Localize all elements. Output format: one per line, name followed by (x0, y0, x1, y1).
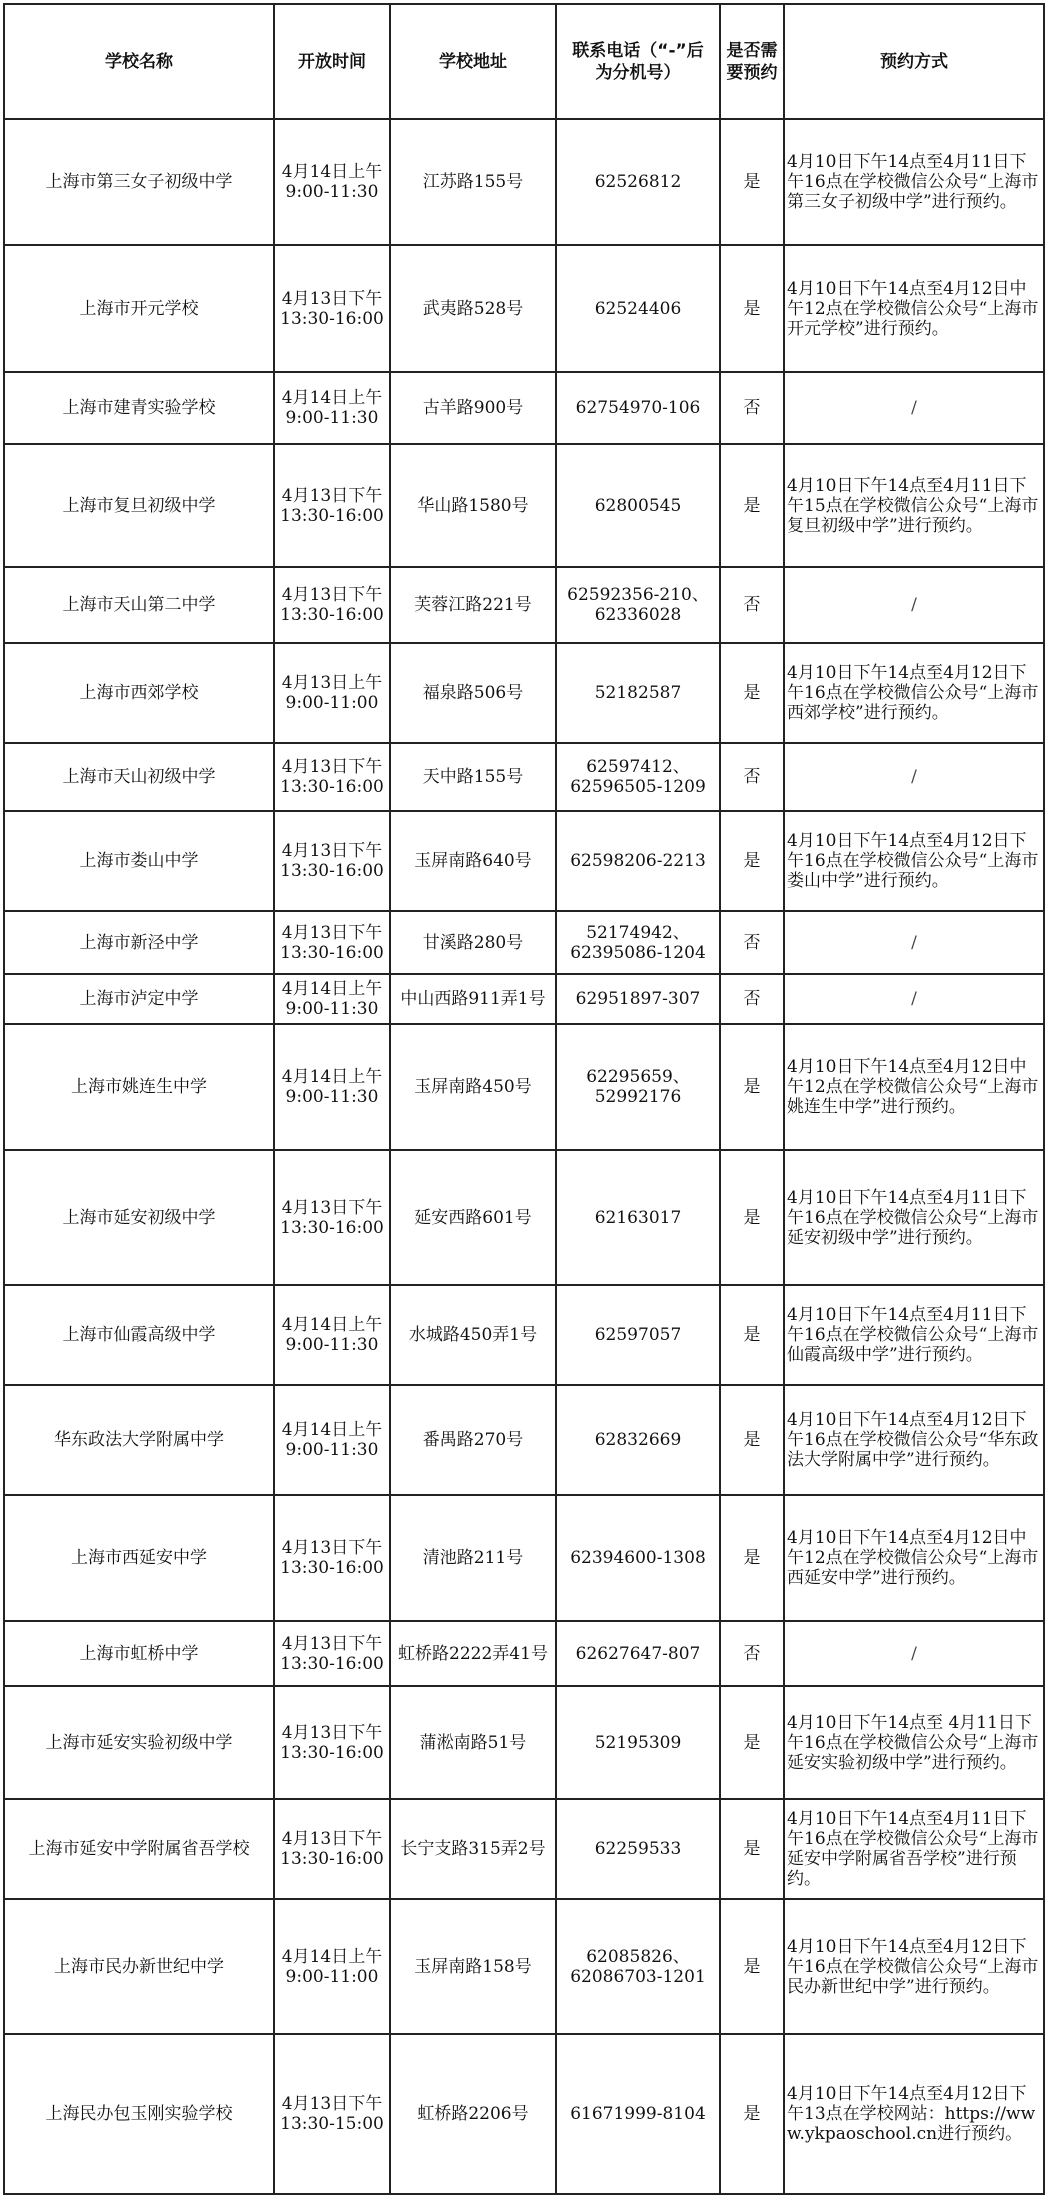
address-cell (390, 743, 556, 811)
phone-number: 62598206-2213 (570, 851, 706, 871)
reservation-required: 否 (743, 595, 761, 615)
school-name: 上海市虹桥中学 (79, 1643, 199, 1664)
school-address: 玉屏南路640号 (414, 851, 532, 871)
table-row (4, 974, 1044, 1024)
phone-number: 62259533 (594, 1839, 682, 1859)
reservation-required-cell (720, 1385, 784, 1495)
open-time-cell (274, 1024, 390, 1150)
open-time-cell (274, 811, 390, 911)
phone-number: 62526812 (594, 172, 682, 192)
phone-number: 62524406 (594, 298, 682, 319)
school-name-cell (4, 743, 274, 811)
header-reservation-method: 预约方式 (784, 4, 1044, 119)
address-cell (390, 1621, 556, 1686)
reservation-required: 是 (743, 851, 761, 871)
address-cell (390, 1686, 556, 1799)
reservation-required: 是 (743, 1077, 761, 1097)
open-time-cell (274, 1899, 390, 2034)
school-name-cell (4, 1621, 274, 1686)
open-hours: 9:00-11:30 (285, 1087, 379, 1107)
school-name-cell (4, 372, 274, 444)
school-address: 蒲淞南路51号 (419, 1732, 527, 1753)
reservation-required-cell (720, 643, 784, 743)
table-row (4, 245, 1044, 372)
reservation-method: 4月10日下午14点至4月12日下午16点在学校微信公众号“上海市西郊学校”进行预约。 (787, 663, 1039, 723)
open-time-cell (274, 1686, 390, 1799)
reservation-method-cell (784, 245, 1044, 372)
open-date: 4月13日下午 (281, 485, 383, 506)
school-address: 玉屏南路450号 (414, 1077, 532, 1097)
open-hours: 9:00-11:30 (285, 1335, 379, 1355)
school-name: 上海市建青实验学校 (62, 398, 216, 418)
phone-number: 62592356-210、 (567, 585, 709, 605)
school-name: 上海市仙霞高级中学 (62, 1325, 216, 1345)
phone-number-secondary: 62596505-1209 (570, 777, 706, 797)
reservation-method-cell (784, 567, 1044, 643)
table-row (4, 1799, 1044, 1899)
table-row (4, 743, 1044, 811)
school-name-cell (4, 974, 274, 1024)
phone-cell (556, 245, 720, 372)
address-cell (390, 1799, 556, 1899)
header-row (4, 4, 1044, 119)
open-time-cell (274, 643, 390, 743)
reservation-method: 4月10日下午14点至4月12日下午16点在学校微信公众号“华东政法大学附属中学”进行预约。 (787, 1410, 1039, 1470)
open-hours: 13:30-16:00 (280, 1217, 384, 1238)
school-address: 华山路1580号 (417, 495, 529, 516)
reservation-required: 否 (743, 1643, 761, 1664)
school-name: 上海市民办新世纪中学 (54, 1956, 224, 1977)
phone-cell (556, 2034, 720, 2194)
open-time-cell (274, 1799, 390, 1899)
reservation-required: 是 (743, 1430, 761, 1450)
table-row (4, 1285, 1044, 1385)
reservation-required-cell (720, 119, 784, 245)
phone-number: 62754970-106 (575, 398, 701, 418)
phone-cell (556, 1899, 720, 2034)
reservation-method: / (911, 595, 917, 615)
reservation-required-cell (720, 811, 784, 911)
phone-cell (556, 1285, 720, 1385)
reservation-method-cell (784, 1150, 1044, 1285)
phone-cell (556, 1621, 720, 1686)
school-address: 芙蓉江路221号 (414, 595, 532, 615)
reservation-required-cell (720, 1285, 784, 1385)
school-address: 玉屏南路158号 (414, 1956, 532, 1977)
open-hours: 13:30-16:00 (280, 308, 384, 329)
address-cell (390, 2034, 556, 2194)
school-name-cell (4, 1150, 274, 1285)
school-name: 上海市延安初级中学 (62, 1207, 216, 1228)
reservation-method-cell (784, 1621, 1044, 1686)
reservation-required: 否 (743, 398, 761, 418)
school-open-day-table (3, 3, 1045, 2195)
school-name: 上海市天山第二中学 (62, 595, 216, 615)
open-date: 4月13日下午 (281, 288, 383, 309)
phone-number: 62085826、 (586, 1946, 690, 1967)
reservation-required: 是 (743, 1548, 761, 1568)
reservation-required: 是 (743, 298, 761, 319)
reservation-method: / (911, 767, 917, 787)
phone-cell (556, 1385, 720, 1495)
school-name: 上海市开元学校 (79, 298, 199, 319)
phone-number-secondary: 62336028 (594, 605, 682, 625)
reservation-method-cell (784, 911, 1044, 974)
school-name: 上海市西郊学校 (79, 683, 199, 703)
open-hours: 9:00-11:00 (285, 693, 379, 713)
school-name: 上海市新泾中学 (79, 932, 199, 953)
reservation-method-cell (784, 119, 1044, 245)
open-date: 4月13日下午 (281, 585, 383, 605)
reservation-required-cell (720, 1150, 784, 1285)
school-name-cell (4, 911, 274, 974)
address-cell (390, 372, 556, 444)
reservation-required-cell (720, 1621, 784, 1686)
open-date: 4月13日下午 (281, 757, 383, 777)
reservation-required-cell (720, 1799, 784, 1899)
reservation-required-cell (720, 1899, 784, 2034)
reservation-required-cell (720, 1024, 784, 1150)
header-school-name: 学校名称 (4, 4, 274, 119)
table-body (4, 119, 1044, 2194)
open-time-cell (274, 1621, 390, 1686)
school-address: 虹桥路2206号 (417, 2104, 529, 2124)
open-date: 4月14日上午 (281, 1315, 383, 1335)
school-name: 上海市延安中学附属省吾学校 (28, 1839, 250, 1859)
open-date: 4月13日下午 (281, 1829, 383, 1849)
phone-cell (556, 643, 720, 743)
table-row (4, 1899, 1044, 2034)
reservation-method-cell (784, 1285, 1044, 1385)
table-row (4, 567, 1044, 643)
reservation-method-cell (784, 2034, 1044, 2194)
school-name-cell (4, 1799, 274, 1899)
open-hours: 13:30-16:00 (280, 605, 384, 625)
open-date: 4月14日上午 (281, 1420, 383, 1440)
reservation-method-cell (784, 1899, 1044, 2034)
open-hours: 9:00-11:00 (285, 1966, 379, 1987)
school-address: 番禺路270号 (422, 1430, 524, 1450)
phone-cell (556, 1150, 720, 1285)
reservation-required: 是 (743, 1732, 761, 1753)
reservation-method: 4月10日下午14点至4月12日下午13点在学校网站：https://www.ykpaoschool.cn进行预约。 (787, 2084, 1036, 2144)
reservation-method: 4月10日下午14点至4月11日下午16点在学校微信公众号“上海市仙霞高级中学”进行预约。 (787, 1305, 1039, 1365)
open-time-cell (274, 1150, 390, 1285)
school-address: 甘溪路280号 (422, 932, 524, 953)
reservation-method: / (911, 398, 917, 418)
open-hours: 13:30-15:00 (280, 2114, 384, 2134)
header-open-time: 开放时间 (274, 4, 390, 119)
school-address: 古羊路900号 (422, 398, 524, 418)
open-time-cell (274, 444, 390, 567)
reservation-required: 是 (743, 1839, 761, 1859)
school-name: 上海市姚连生中学 (71, 1077, 207, 1097)
phone-number: 62627647-807 (575, 1643, 701, 1664)
phone-cell (556, 1799, 720, 1899)
open-time-cell (274, 119, 390, 245)
school-name-cell (4, 1285, 274, 1385)
table-row (4, 1150, 1044, 1285)
phone-cell (556, 911, 720, 974)
address-cell (390, 811, 556, 911)
open-time-cell (274, 743, 390, 811)
open-date: 4月13日下午 (281, 1633, 383, 1654)
open-time-cell (274, 1285, 390, 1385)
phone-cell (556, 1686, 720, 1799)
school-name: 上海市娄山中学 (79, 851, 199, 871)
open-time-cell (274, 974, 390, 1024)
open-hours: 13:30-16:00 (280, 505, 384, 526)
reservation-required-cell (720, 1686, 784, 1799)
address-cell (390, 1285, 556, 1385)
school-name: 上海市天山初级中学 (62, 767, 216, 787)
phone-cell (556, 974, 720, 1024)
table-row (4, 1686, 1044, 1799)
address-cell (390, 1899, 556, 2034)
phone-number-secondary: 52992176 (594, 1087, 682, 1107)
school-address: 江苏路155号 (422, 172, 524, 192)
phone-cell (556, 743, 720, 811)
school-address: 福泉路506号 (422, 683, 524, 703)
school-name: 华东政法大学附属中学 (54, 1430, 224, 1450)
reservation-required: 是 (743, 1956, 761, 1977)
reservation-method: 4月10日下午14点至4月12日中午12点在学校微信公众号“上海市姚连生中学”进行预约。 (787, 1057, 1039, 1117)
school-name-cell (4, 1899, 274, 2034)
phone-number: 62163017 (594, 1207, 682, 1228)
phone-number: 62295659、 (586, 1067, 690, 1087)
phone-cell (556, 1024, 720, 1150)
open-time-cell (274, 372, 390, 444)
reservation-required-cell (720, 974, 784, 1024)
reservation-method: 4月10日下午14点至4月11日下午16点在学校微信公众号“上海市延安初级中学”进行预约。 (787, 1187, 1039, 1248)
reservation-method-cell (784, 643, 1044, 743)
address-cell (390, 567, 556, 643)
reservation-method: 4月10日下午14点至4月12日中午12点在学校微信公众号“上海市西延安中学”进行预约。 (787, 1528, 1039, 1588)
phone-cell (556, 444, 720, 567)
address-cell (390, 643, 556, 743)
reservation-required-cell (720, 911, 784, 974)
open-date: 4月14日上午 (281, 162, 383, 182)
phone-number-secondary: 62086703-1201 (570, 1966, 706, 1987)
reservation-required: 否 (743, 989, 761, 1009)
address-cell (390, 444, 556, 567)
address-cell (390, 119, 556, 245)
phone-number: 52174942、 (586, 922, 690, 943)
reservation-method-cell (784, 1024, 1044, 1150)
table-row (4, 911, 1044, 974)
reservation-method-cell (784, 372, 1044, 444)
phone-number: 62800545 (594, 495, 682, 516)
open-date: 4月14日上午 (281, 1067, 383, 1087)
reservation-method-cell (784, 743, 1044, 811)
school-address: 天中路155号 (422, 767, 524, 787)
school-name-cell (4, 2034, 274, 2194)
address-cell (390, 1385, 556, 1495)
open-date: 4月13日上午 (281, 673, 383, 693)
table-row (4, 811, 1044, 911)
table-row (4, 1495, 1044, 1621)
school-name-cell (4, 119, 274, 245)
school-address: 长宁支路315弄2号 (400, 1839, 546, 1859)
reservation-required: 是 (743, 1207, 761, 1228)
school-name: 上海市西延安中学 (71, 1548, 207, 1568)
reservation-method-cell (784, 974, 1044, 1024)
reservation-method: / (911, 932, 917, 953)
reservation-required: 是 (743, 495, 761, 516)
reservation-required: 否 (743, 932, 761, 953)
table-row (4, 444, 1044, 567)
open-hours: 9:00-11:30 (285, 999, 379, 1019)
reservation-method-cell (784, 811, 1044, 911)
school-name-cell (4, 444, 274, 567)
school-name: 上海市延安实验初级中学 (45, 1732, 233, 1753)
open-date: 4月14日上午 (281, 979, 383, 999)
reservation-required: 是 (743, 683, 761, 703)
open-time-cell (274, 911, 390, 974)
address-cell (390, 245, 556, 372)
open-hours: 13:30-16:00 (280, 942, 384, 963)
open-hours: 13:30-16:00 (280, 1653, 384, 1674)
reservation-method: 4月10日下午14点至4月12日下午16点在学校微信公众号“上海市娄山中学”进行预约。 (787, 831, 1039, 891)
school-name-cell (4, 567, 274, 643)
reservation-required-cell (720, 2034, 784, 2194)
reservation-required-cell (720, 567, 784, 643)
header-school-address: 学校地址 (390, 4, 556, 119)
phone-cell (556, 1495, 720, 1621)
address-cell (390, 1495, 556, 1621)
open-hours: 9:00-11:30 (285, 1440, 379, 1460)
school-name: 上海市泸定中学 (79, 989, 199, 1009)
reservation-method: 4月10日下午14点至4月12日中午12点在学校微信公众号“上海市开元学校”进行预约。 (787, 278, 1039, 339)
open-hours: 9:00-11:30 (285, 408, 379, 428)
school-name: 上海市第三女子初级中学 (45, 172, 233, 192)
reservation-required: 是 (743, 172, 761, 192)
school-address: 武夷路528号 (422, 298, 524, 319)
phone-number: 62597412、 (586, 757, 690, 777)
phone-number: 61671999-8104 (570, 2104, 706, 2124)
school-address: 虹桥路2222弄41号 (398, 1643, 548, 1664)
school-address: 清池路211号 (422, 1548, 524, 1568)
school-address: 中山西路911弄1号 (400, 989, 546, 1009)
reservation-method-cell (784, 1495, 1044, 1621)
reservation-required: 是 (743, 2104, 761, 2124)
reservation-method-cell (784, 1799, 1044, 1899)
reservation-required-cell (720, 245, 784, 372)
reservation-required-cell (720, 444, 784, 567)
school-name-cell (4, 1495, 274, 1621)
open-date: 4月13日下午 (281, 1538, 383, 1558)
open-date: 4月13日下午 (281, 841, 383, 861)
reservation-required-cell (720, 1495, 784, 1621)
open-date: 4月14日上午 (281, 1946, 383, 1967)
table-row (4, 1385, 1044, 1495)
phone-number: 62394600-1308 (570, 1548, 706, 1568)
reservation-required-cell (720, 743, 784, 811)
open-time-cell (274, 2034, 390, 2194)
open-date: 4月14日上午 (281, 388, 383, 408)
address-cell (390, 1024, 556, 1150)
school-name: 上海市复旦初级中学 (62, 495, 216, 516)
header-contact-phone: 联系电话（“-”后 为分机号） (556, 4, 720, 119)
open-hours: 9:00-11:30 (285, 182, 379, 202)
table-row (4, 2034, 1044, 2194)
phone-number: 52182587 (594, 683, 682, 703)
reservation-required: 否 (743, 767, 761, 787)
phone-cell (556, 119, 720, 245)
open-date: 4月13日下午 (281, 1197, 383, 1218)
table-row (4, 372, 1044, 444)
reservation-method: 4月10日下午14点至4月12日下午16点在学校微信公众号“上海市民办新世纪中学”进行预约。 (787, 1936, 1039, 1997)
phone-cell (556, 811, 720, 911)
phone-number: 52195309 (594, 1732, 682, 1753)
school-address: 延安西路601号 (414, 1207, 532, 1228)
phone-number: 62832669 (594, 1430, 682, 1450)
school-name-cell (4, 1686, 274, 1799)
open-date: 4月13日下午 (281, 922, 383, 943)
open-hours: 13:30-16:00 (280, 1849, 384, 1869)
open-hours: 13:30-16:00 (280, 1558, 384, 1578)
school-address: 水城路450弄1号 (408, 1325, 538, 1345)
phone-cell (556, 372, 720, 444)
table-row (4, 1024, 1044, 1150)
open-hours: 13:30-16:00 (280, 861, 384, 881)
open-date: 4月13日下午 (281, 1722, 383, 1743)
address-cell (390, 911, 556, 974)
school-name-cell (4, 811, 274, 911)
school-name-cell (4, 245, 274, 372)
table-row (4, 119, 1044, 245)
reservation-method-cell (784, 1686, 1044, 1799)
phone-number: 62597057 (594, 1325, 682, 1345)
school-name-cell (4, 1024, 274, 1150)
phone-number: 62951897-307 (575, 989, 701, 1009)
table-row (4, 643, 1044, 743)
school-name-cell (4, 643, 274, 743)
open-time-cell (274, 245, 390, 372)
open-time-cell (274, 1495, 390, 1621)
open-time-cell (274, 567, 390, 643)
address-cell (390, 1150, 556, 1285)
open-date: 4月13日下午 (281, 2094, 383, 2114)
phone-number-secondary: 62395086-1204 (570, 942, 706, 963)
reservation-method-cell (784, 444, 1044, 567)
phone-cell (556, 567, 720, 643)
school-name-cell (4, 1385, 274, 1495)
reservation-method: 4月10日下午14点至4月11日下午15点在学校微信公众号“上海市复旦初级中学”进行预约。 (787, 475, 1039, 536)
open-hours: 13:30-16:00 (280, 1742, 384, 1763)
open-hours: 13:30-16:00 (280, 777, 384, 797)
reservation-method-cell (784, 1385, 1044, 1495)
reservation-method: 4月10日下午14点至4月11日下午16点在学校微信公众号“上海市延安中学附属省吾学校”进行预约。 (787, 1809, 1039, 1889)
school-name: 上海民办包玉刚实验学校 (45, 2104, 233, 2124)
address-cell (390, 974, 556, 1024)
reservation-required-cell (720, 372, 784, 444)
table-row (4, 1621, 1044, 1686)
reservation-required: 是 (743, 1325, 761, 1345)
reservation-method: / (911, 1643, 917, 1664)
reservation-method: / (911, 989, 917, 1009)
reservation-method: 4月10日下午14点至4月11日下午16点在学校微信公众号“上海市第三女子初级中学”进行预约。 (787, 152, 1039, 212)
reservation-method: 4月10日下午14点至 4月11日下午16点在学校微信公众号“上海市延安实验初级中学”进行预约。 (787, 1712, 1039, 1773)
open-time-cell (274, 1385, 390, 1495)
header-reservation-required: 是否需 要预约 (720, 4, 784, 119)
